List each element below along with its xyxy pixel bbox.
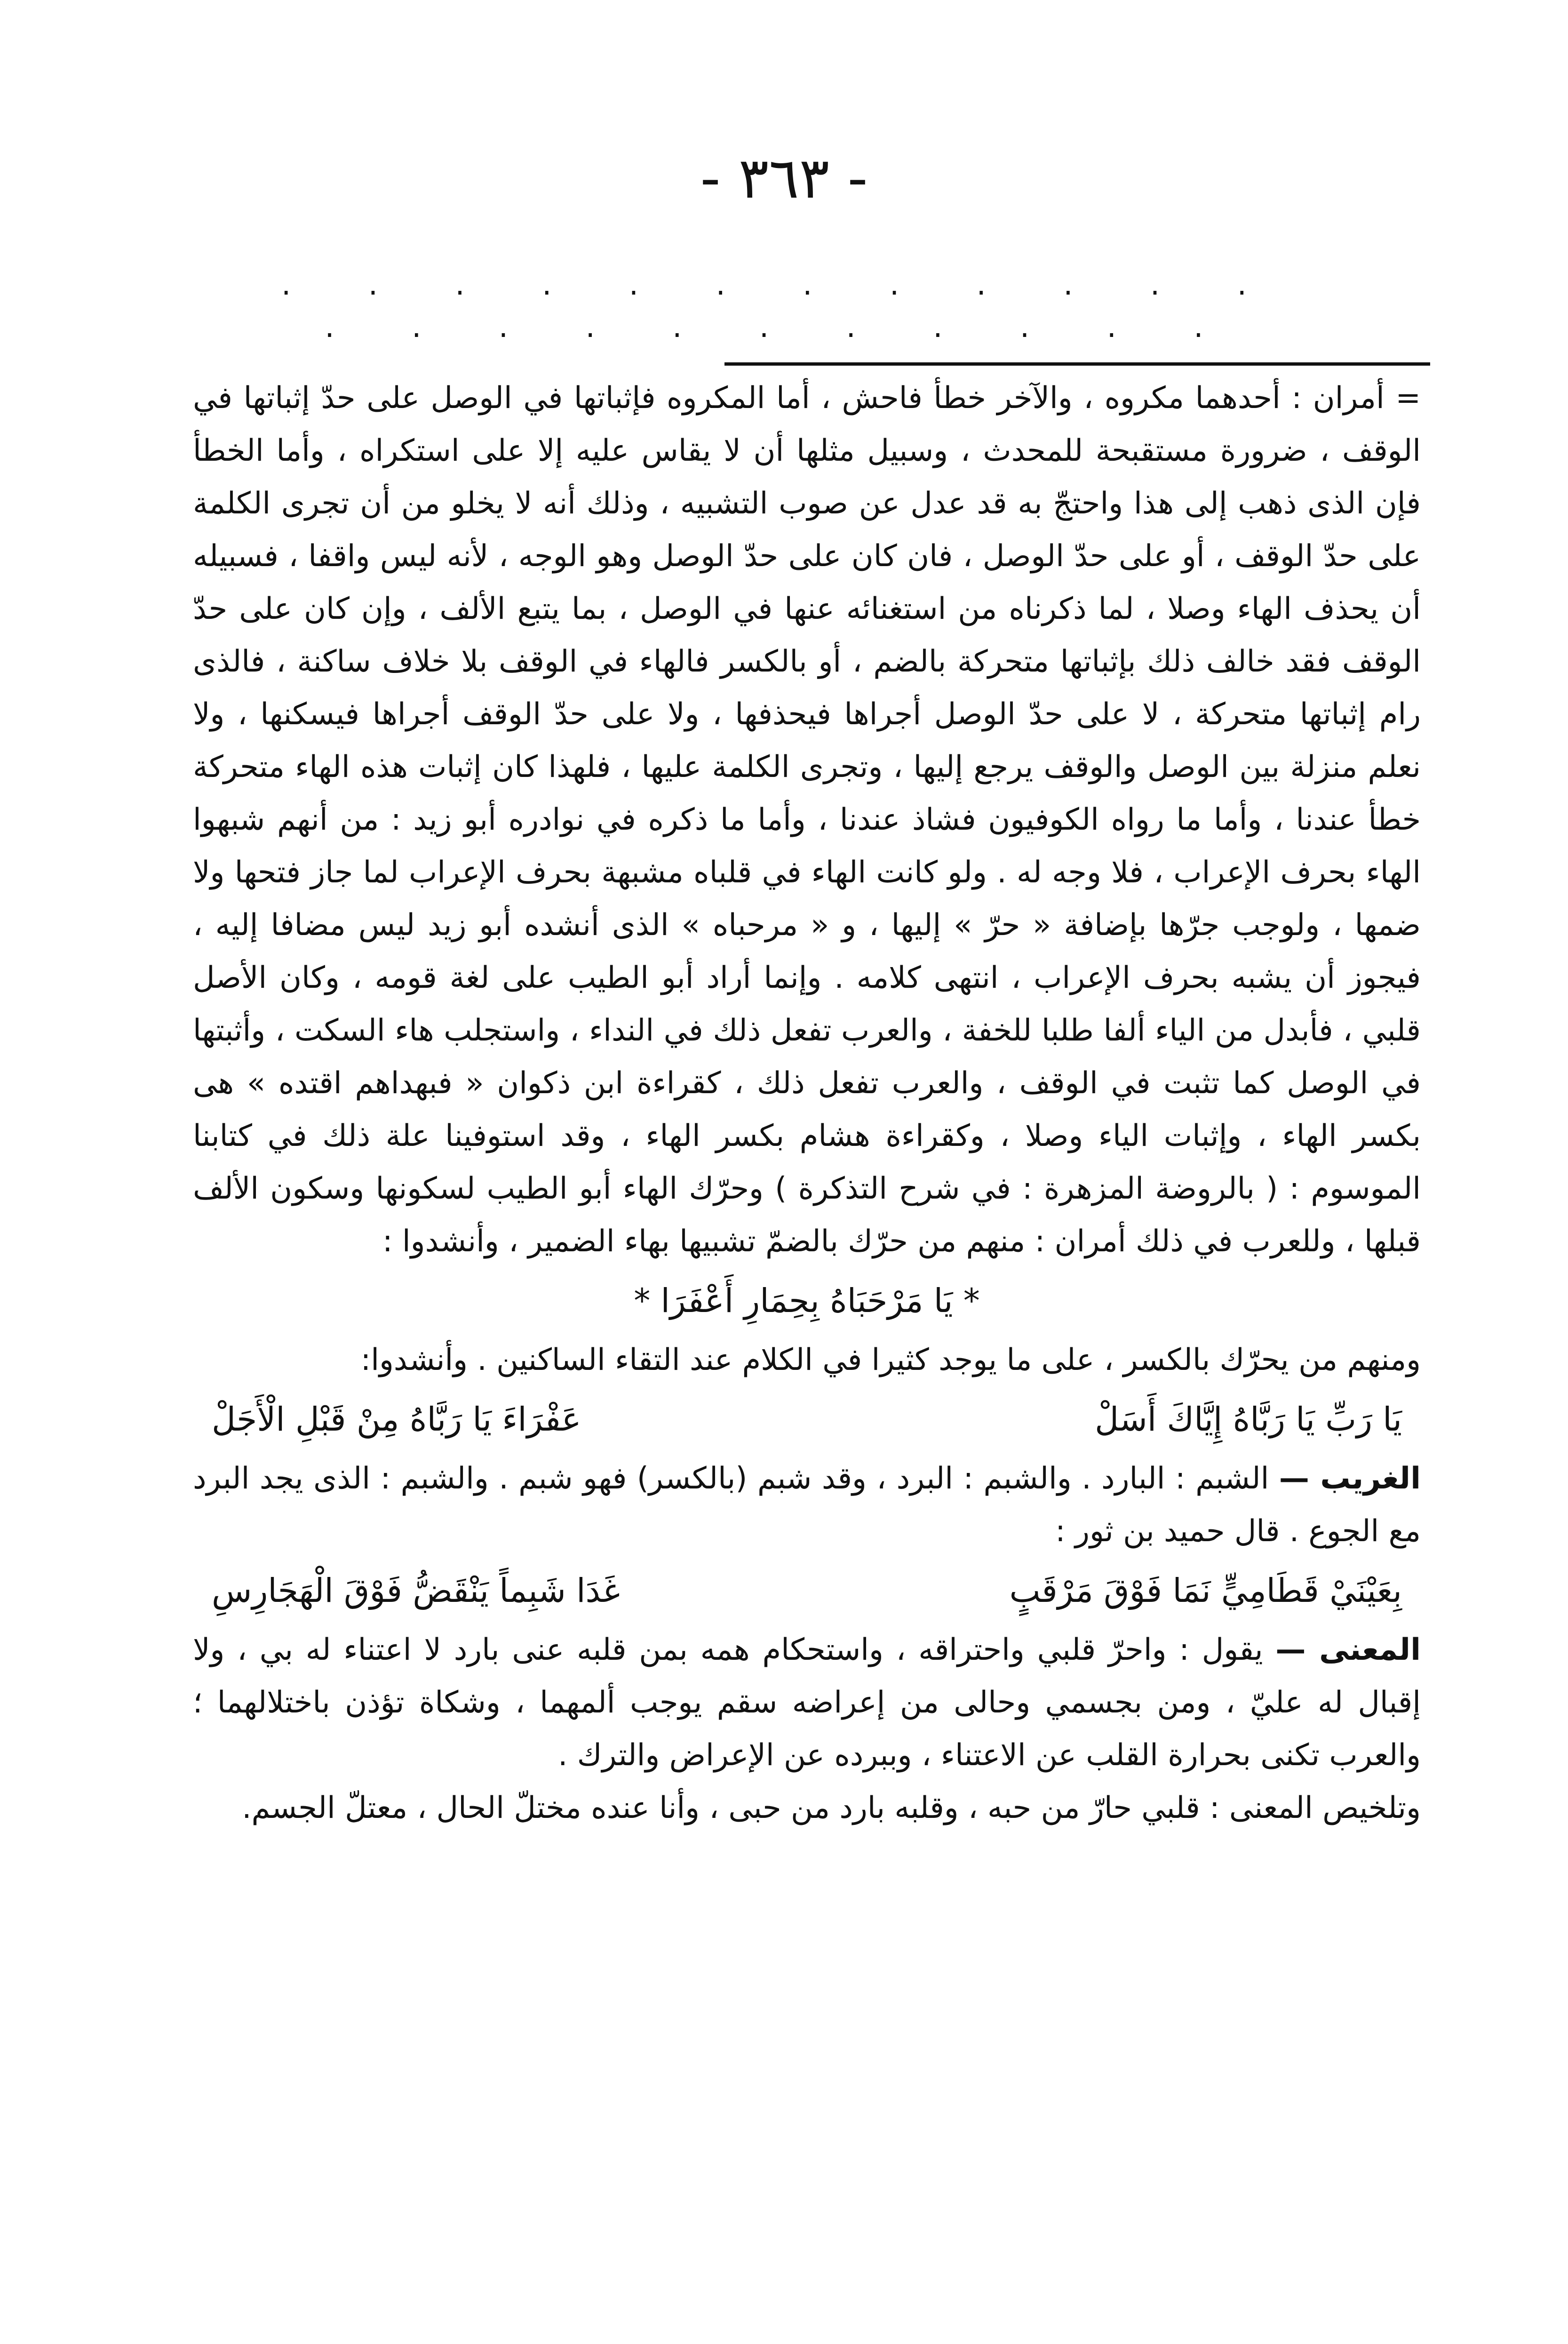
summary-paragraph: وتلخيص المعنى : قلبي حارّ من حبه ، وقلبه بارد من حبى ، وأنا عنده مختلّ الحال ، معتلّ الجسم. <box>242 1791 1421 1825</box>
footnote-paragraph: ومنهم من يحرّك بالكسر ، على ما يوجد كثيرا في الكلام عند التقاء الساكنين . وأنشدوا: <box>360 1343 1421 1377</box>
verse-hemistich-first: بِعَيْنَيْ قَطَامِيٍّ نَمَا فَوْقَ مَرْقَبٍ <box>1009 1571 1402 1610</box>
dotted-separator: . . . . . . . . . . . . . . . . . . . . . . . <box>281 267 1281 344</box>
verse-couplet <box>193 1560 1421 1621</box>
gloss-paragraph <box>193 1452 1421 1558</box>
footnote-paragraph: = أمران : أحدهما مكروه ، والآخر خطأ فاحش ، أما المكروه فإثباتها في الوصل على حدّ إثباتها في الوقف ، ضرورة مستقبحة للمحدث ، وسبيل مثلها أن لا يقاس عليه إلا على استكراه ، وأما الخطأ فإن الذى ذهب إلى هذا واحتجّ به قد عدل عن صوب التشبيه ، وذلك أنه لا يخلو من أن تجرى الكلمة على حدّ الوقف ، أو على حدّ الوصل ، فان كان على حدّ الوصل وهو الوجه ، لأنه ليس واقفا ، فسبيله أن يحذف الهاء وصلا ، لما ذكرناه من استغنائه عنها في الوصل ، بما يتبع الألف ، وإن كان على حدّ الوقف فقد خالف ذلك بإثباتها متحركة بالضم ، أو بالكسر فالهاء في الوقف بلا خلاف ساكنة ، فالذى رام إثباتها متحركة ، لا على حدّ الوصل أجراها فيحذفها ، ولا على حدّ الوقف أجراها فيسكنها ، ولا نعلم منزلة بين الوصل والوقف يرجع إليها ، وتجرى الكلمة عليها ، فلهذا كان إثبات هذه الهاء متحركة خطأ عندنا ، وأما ما رواه الكوفيون فشاذ عندنا ، وأما ما ذكره في نوادره أبو زيد : من أنهم شبهوا الهاء بحرف الإعراب ، فلا وجه له . ولو كانت الهاء في قلباه مشبهة بحرف الإعراب لما جاز فتحها ولا ضمها ، ولوجب جرّها بإضافة « حرّ » إليها ، و « مرحباه » الذى أنشده أبو زيد ليس مضافا إليه ، فيجوز أن يشبه بحرف الإعراب ، انتهى كلامه . وإنما أراد أبو الطيب على لغة قومه ، وكان الأصل قلبي ، فأبدل من الياء ألفا طلبا للخفة ، والعرب تفعل ذلك في النداء ، واستجلب هاء السكت ، وأثبتها في الوصل كما تثبت في الوقف ، والعرب تفعل ذلك ، كقراءة ابن ذكوان « فبهداهم اقتده » هى بكسر الهاء ، وإثبات الياء وصلا ، وكقراءة هشام بكسر الهاء ، وقد استوفينا علة ذلك في كتابنا الموسوم : ( بالروضة المزهرة : في شرح التذكرة ) وحرّك الهاء أبو الطيب لسكونها وسكون الألف قبلها ، وللعرب في ذلك أمران : منهم من حرّك بالضمّ تشبيها بهاء الضمير ، وأنشدوا : <box>193 381 1421 1259</box>
gloss-text: الشبم : البارد . والشبم : البرد ، وقد شبم (بالكسر) فهو شبم . والشبم : الذى يجد البرد مع الجوع . قال حميد بن ثور : <box>193 1461 1421 1549</box>
meaning-term: المعنى — <box>1275 1632 1421 1667</box>
verse-hemistich-first: يَا رَبِّ يَا رَبَّاهُ إِيَّاكَ أَسَلْ <box>1095 1400 1402 1439</box>
meaning-paragraph <box>193 1624 1421 1782</box>
verse-couplet <box>193 1389 1421 1449</box>
verse-hemistich-second: عَفْرَاءَ يَا رَبَّاهُ مِنْ قَبْلِ الْأَجَلْ <box>212 1400 581 1439</box>
footnote-body <box>193 372 1421 1834</box>
verse-line: * يَا مَرْحَبَاهُ بِحِمَارِ أَعْفَرَا * <box>634 1281 980 1320</box>
gloss-term: الغريب — <box>1279 1461 1421 1496</box>
meaning-text: يقول : واحرّ قلبي واحتراقه ، واستحكام همه بمن قلبه عنى بارد لا اعتناء له بي ، ولا إقبال له عليّ ، ومن بجسمي وحالى من إعراضه سقم يوجب ألمهما ، وشكاة تؤذن باختلالهما ؛ والعرب تكنى بحرارة القلب عن الاعتناء ، وببرده عن الإعراض والترك . <box>193 1632 1421 1773</box>
page-number: - ٣٦٣ - <box>700 146 868 211</box>
footnote-rule <box>724 362 1430 366</box>
verse-hemistich-second: غَدَا شَبِماً يَنْقَضُّ فَوْقَ الْهَجَارِسِ <box>212 1571 620 1610</box>
